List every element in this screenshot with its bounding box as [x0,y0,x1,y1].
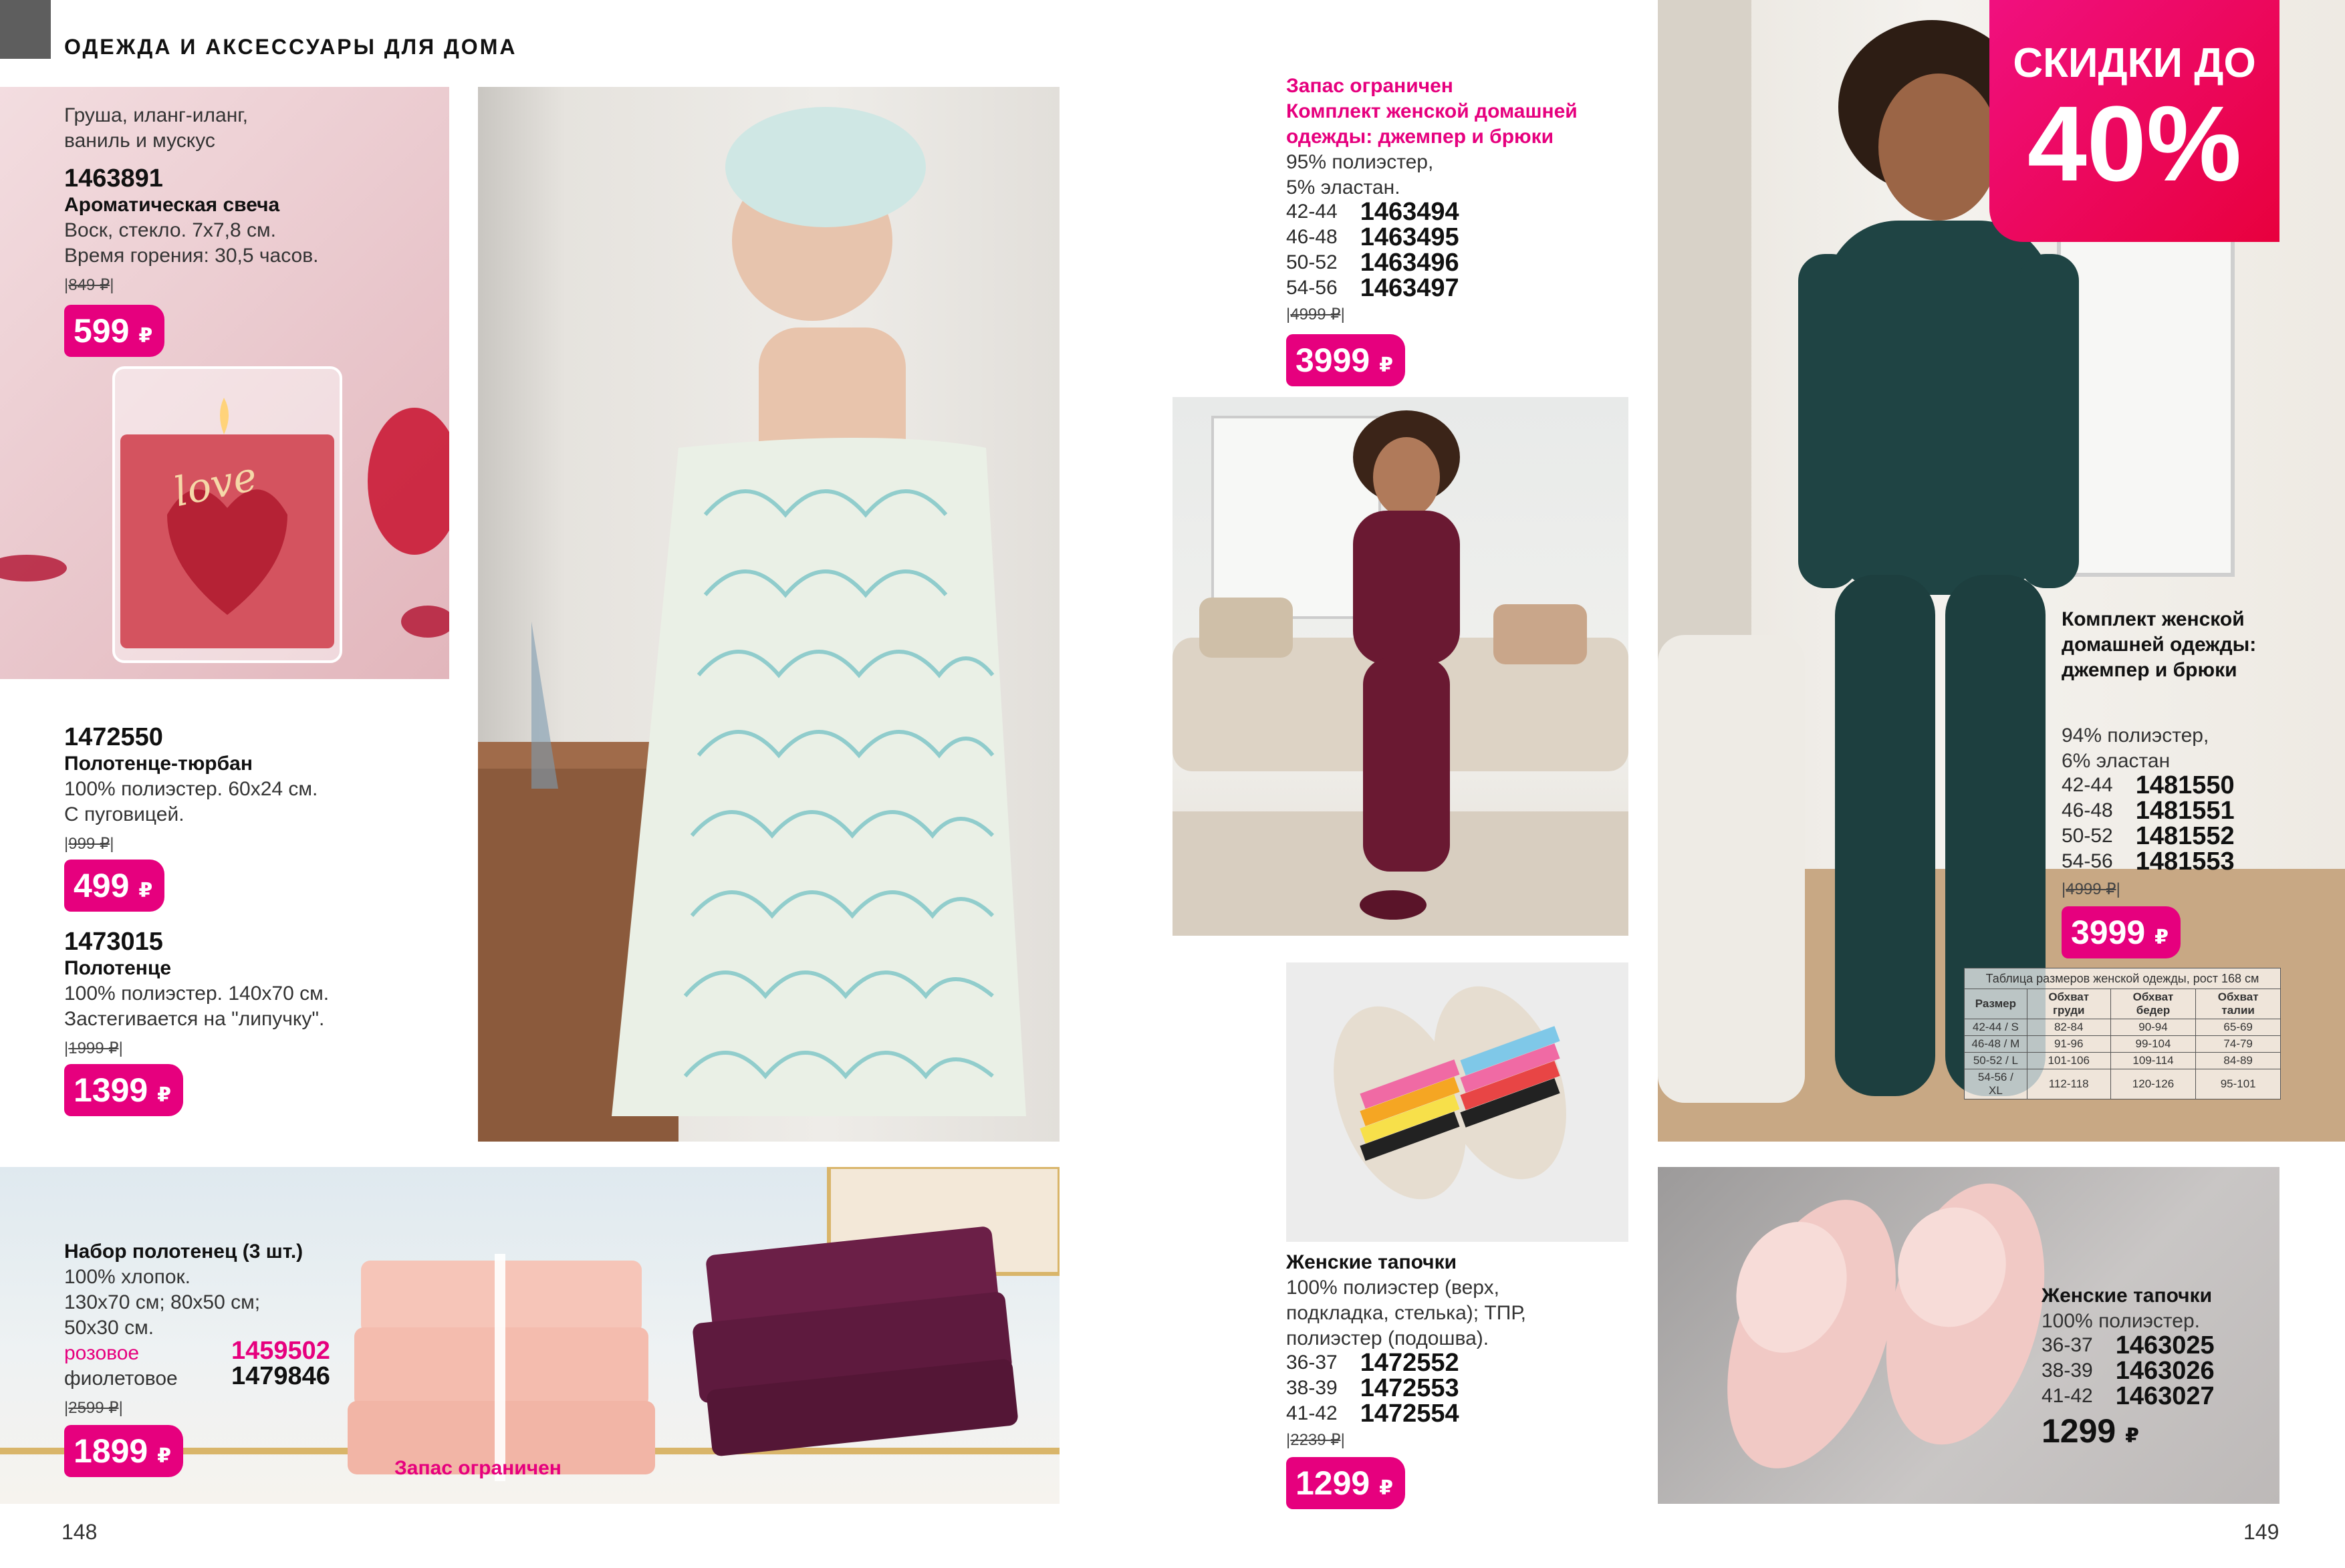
discount-badge-line-1: СКИДКИ ДО [2013,40,2256,86]
discount-badge-line-2: 40% [2027,84,2242,203]
candle-price-tag: 599 ₽ [64,305,164,357]
rainbow-slippers-desc-1: 100% полиэстер (верх, [1286,1277,1499,1299]
towel-price-tag: 1399 ₽ [64,1064,183,1116]
section-title: ОДЕЖДА И АКСЕССУАРЫ ДЛЯ ДОМА [64,35,517,59]
turban-desc-2: С пуговицей. [64,803,184,825]
size-chart-header: Обхват талии [2196,989,2281,1019]
rainbow-slippers-desc-2: подкладка, стелька); ТПР, [1286,1302,1526,1324]
towel-set-limited: Запас ограничен [394,1457,562,1479]
size-row: 38-39 1463026 [2042,1357,2215,1385]
green-set-size-table [2062,773,2257,874]
burgundy-size-table [1286,199,1482,301]
size-row: 54-56 1481553 [2062,847,2235,876]
burgundy-limited: Запас ограничен [1286,75,1453,97]
rainbow-slippers-photo [1286,962,1628,1242]
green-set-price: 3999 [2071,914,2146,951]
size-row: 36-37 1472552 [1286,1349,1459,1377]
size-row: 50-52 1481552 [2062,822,2235,850]
size-chart [1964,968,2281,1099]
burgundy-price-tag: 3999 ₽ [1286,334,1405,386]
towel-code: 1473015 [64,928,163,956]
pink-slippers-desc-1: 100% полиэстер. [2042,1310,2201,1332]
green-set-name: Комплект женской домашней одежды: джемпер и брюки [2062,608,2257,681]
rainbow-slippers-desc-3: полиэстер (подошва). [1286,1327,1489,1349]
size-chart-row: 46-48 / M 91-96 99-104 74-79 [1965,1036,2281,1053]
towel-woman-illustration [478,87,1060,1142]
size-chart-header: Обхват груди [2027,989,2110,1019]
rainbow-slippers-illustration [1286,962,1628,1242]
candle-old-price: |849 ₽| [64,276,114,294]
size-chart-row: 42-44 / S 82-84 90-94 65-69 [1965,1019,2281,1036]
towel-set-color-2: фиолетовое [64,1367,178,1390]
rainbow-slippers-price: 1299 [1295,1464,1370,1502]
size-chart-header: Обхват бедер [2110,989,2196,1019]
candle-label: love [170,452,261,517]
candle-desc-2: Время горения: 30,5 часов. [64,245,319,267]
size-row: 41-42 1472554 [1286,1400,1459,1428]
turban-price: 499 [74,867,130,904]
corner-tab [0,0,51,59]
page-number-right: 149 [2243,1520,2279,1544]
rainbow-slippers-old-price: |2239 ₽| [1286,1431,1345,1449]
towel-desc-2: Застегивается на "липучку". [64,1008,325,1030]
size-row: 46-48 1481551 [2062,797,2235,825]
turban-name: Полотенце-тюрбан [64,753,253,775]
size-row: 36-37 1463025 [2042,1331,2215,1359]
towel-price: 1399 [74,1071,148,1109]
towel-set-old-price: |2599 ₽| [64,1399,123,1417]
page-number-left: 148 [61,1520,98,1544]
towel-woman-photo [478,87,1060,1142]
turban-old-price: |999 ₽| [64,835,114,853]
rainbow-slippers-price-tag: 1299 ₽ [1286,1457,1405,1509]
green-set-old-price: |4999 ₽| [2062,880,2120,898]
towel-desc-1: 100% полиэстер. 140х70 см. [64,983,330,1005]
size-row: 50-52 1463496 [1286,249,1459,277]
burgundy-price: 3999 [1295,342,1370,379]
rainbow-slippers-name: Женские тапочки [1286,1251,1457,1273]
towel-old-price: |1999 ₽| [64,1039,123,1057]
towel-name: Полотенце [64,957,172,979]
burgundy-old-price: |4999 ₽| [1286,305,1345,323]
size-chart-title: Таблица размеров женской одежды, рост 168 см [1964,968,2281,989]
pink-slippers-price-tag: 1299 ₽ [2042,1412,2140,1450]
burgundy-name: Комплект женской домашней одежды: джемпер и брюки [1286,100,1578,148]
turban-desc-1: 100% полиэстер. 60х24 см. [64,778,318,800]
candle-desc-1: Воск, стекло. 7х7,8 см. [64,219,276,241]
discount-badge [1989,0,2279,242]
turban-price-tag: 499 ₽ [64,860,164,912]
pink-slippers-price: 1299 [2042,1412,2116,1450]
towel-set-code-2: 1479846 [231,1362,330,1390]
green-set-desc-2: 6% эластан [2062,750,2171,772]
rainbow-slippers-size-table [1286,1350,1482,1426]
pink-slippers-name: Женские тапочки [2042,1285,2213,1307]
towel-set-code-1: 1459502 [231,1337,330,1365]
size-chart-row: 54-56 / XL 112-118 120-126 95-101 [1965,1069,2281,1099]
towel-set-name: Набор полотенец (3 шт.) [64,1240,303,1263]
size-chart-row: 50-52 / L 101-106 109-114 84-89 [1965,1053,2281,1069]
towel-set-price: 1899 [74,1432,148,1470]
towel-set-color-1: розовое [64,1342,140,1364]
towel-set-desc-2: 130х70 см; 80х50 см; [64,1291,261,1313]
burgundy-desc-2: 5% эластан. [1286,176,1400,199]
size-row: 46-48 1463495 [1286,223,1459,251]
size-row: 42-44 1463494 [1286,198,1459,226]
size-row: 54-56 1463497 [1286,274,1459,302]
green-set-price-tag: 3999 ₽ [2062,906,2181,958]
towel-set-desc-3: 50х30 см. [64,1317,154,1339]
burgundy-desc-1: 95% полиэстер, [1286,151,1434,173]
candle-name: Ароматическая свеча [64,194,280,216]
size-row: 42-44 1481550 [2062,771,2235,799]
size-chart-header: Размер [1965,989,2027,1019]
pink-slippers-size-table [2042,1333,2237,1409]
size-row: 41-42 1463027 [2042,1382,2215,1410]
turban-code: 1472550 [64,723,163,751]
size-row: 38-39 1472553 [1286,1374,1459,1402]
candle-price: 599 [74,312,130,350]
candle-scent: Груша, иланг-иланг, ваниль и мускус [64,104,248,152]
green-set-desc-1: 94% полиэстер, [2062,725,2209,747]
towel-set-desc-1: 100% хлопок. [64,1266,191,1288]
candle-code: 1463891 [64,164,163,192]
towel-set-price-tag: 1899 ₽ [64,1425,183,1477]
burgundy-set-illustration [1172,397,1628,936]
burgundy-set-photo [1172,397,1628,936]
